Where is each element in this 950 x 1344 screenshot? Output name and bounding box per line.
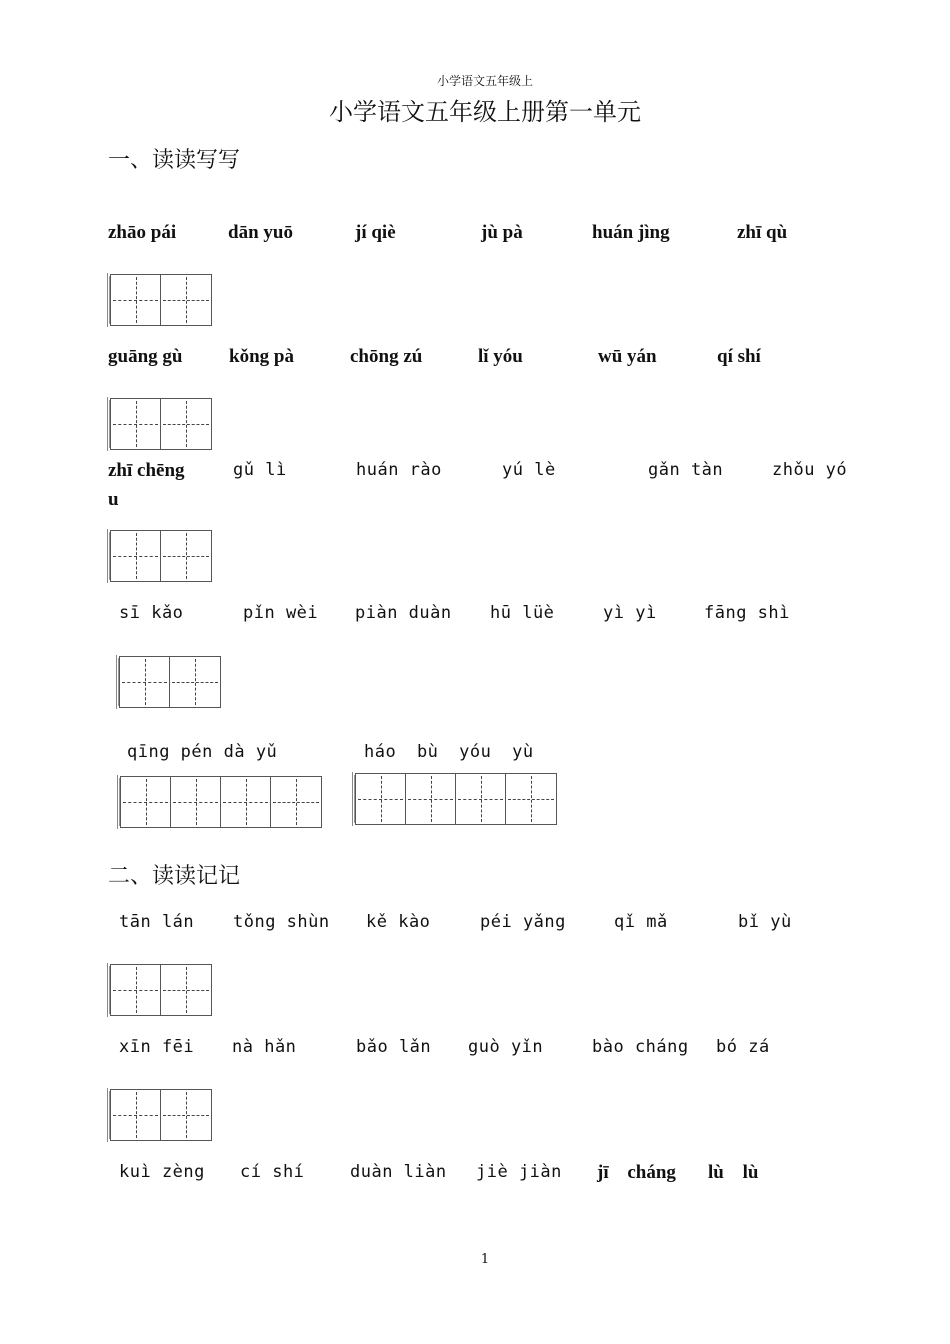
pinyin-word: qí shí — [717, 346, 761, 367]
pinyin-word: kǒng pà — [229, 346, 294, 367]
section-title-2: 二、读读记记 — [108, 864, 241, 889]
tianzige-cell[interactable] — [406, 774, 456, 824]
tianzige-cell[interactable] — [111, 1090, 161, 1140]
pinyin-word: zhī qù — [737, 222, 788, 243]
pinyin-word: péi yǎng — [480, 912, 566, 932]
pinyin-word: duàn liàn — [350, 1162, 447, 1182]
pinyin-wrap: u — [108, 489, 119, 510]
pinyin-word: sī kǎo — [119, 603, 184, 623]
tianzige-cell[interactable] — [171, 777, 221, 827]
pinyin-word: guāng gù — [108, 346, 183, 367]
tianzige-cell[interactable] — [271, 777, 321, 827]
pinyin-word: jí qiè — [355, 222, 396, 243]
writing-grid[interactable] — [120, 776, 322, 828]
pinyin-word: zhī chēng — [108, 460, 185, 481]
tianzige-cell[interactable] — [161, 531, 211, 581]
tianzige-cell[interactable] — [111, 965, 161, 1015]
pinyin-word: dān yuō — [228, 222, 293, 243]
pinyin-word: lǐ yóu — [478, 346, 523, 367]
tianzige-cell[interactable] — [170, 657, 220, 707]
section-title-1: 一、读读写写 — [108, 148, 241, 173]
tianzige-cell[interactable] — [121, 777, 171, 827]
pinyin-word: wū yán — [598, 346, 657, 367]
tianzige-cell[interactable] — [111, 531, 161, 581]
running-header: 小学语文五年级上 — [436, 74, 533, 88]
pinyin-word: bó zá — [716, 1037, 770, 1057]
pinyin-word: qīng pén dà yǔ — [127, 742, 278, 762]
pinyin-word: tǒng shùn — [233, 912, 330, 932]
writing-grid[interactable] — [355, 773, 557, 825]
pinyin-word: fāng shì — [704, 603, 790, 623]
tianzige-cell[interactable] — [111, 399, 161, 449]
tianzige-cell[interactable] — [161, 399, 211, 449]
pinyin-word: jù pà — [481, 222, 523, 243]
pinyin-word: bǎo lǎn — [356, 1037, 432, 1057]
pinyin-word: hū lüè — [490, 603, 555, 623]
pinyin-word: kě kào — [366, 912, 431, 932]
tianzige-cell[interactable] — [456, 774, 506, 824]
pinyin-word: chōng zú — [350, 346, 423, 367]
pinyin-word: qǐ mǎ — [614, 912, 668, 932]
pinyin-word: kuì zèng — [119, 1162, 205, 1182]
pinyin-word: gǔ lì — [233, 460, 287, 480]
pinyin-word: yú lè — [502, 460, 556, 480]
pinyin-word: zhǒu yó — [772, 460, 848, 480]
document-title: 小学语文五年级上册第一单元 — [329, 98, 641, 126]
pinyin-word: háo bù yóu yù — [364, 742, 534, 762]
writing-grid[interactable] — [110, 398, 212, 450]
pinyin-word: zhāo pái — [108, 222, 177, 243]
writing-grid[interactable] — [110, 964, 212, 1016]
tianzige-cell[interactable] — [161, 275, 211, 325]
pinyin-word: tān lán — [119, 912, 195, 932]
pinyin-word: jī cháng — [597, 1162, 676, 1183]
pinyin-word: huán jìng — [592, 222, 670, 243]
pinyin-word: gǎn tàn — [648, 460, 724, 480]
writing-grid[interactable] — [110, 530, 212, 582]
pinyin-word: nà hǎn — [232, 1037, 297, 1057]
pinyin-word: bǐ yù — [738, 912, 792, 932]
tianzige-cell[interactable] — [161, 1090, 211, 1140]
pinyin-word: pǐn wèi — [243, 603, 319, 623]
pinyin-word: huán rào — [356, 460, 442, 480]
pinyin-word: lù lù — [708, 1162, 759, 1183]
pinyin-word: piàn duàn — [355, 603, 452, 623]
tianzige-cell[interactable] — [506, 774, 556, 824]
pinyin-word: cí shí — [240, 1162, 305, 1182]
tianzige-cell[interactable] — [120, 657, 170, 707]
writing-grid[interactable] — [110, 1089, 212, 1141]
pinyin-word: jiè jiàn — [476, 1162, 562, 1182]
pinyin-word: bào cháng — [592, 1037, 689, 1057]
pinyin-word: guò yǐn — [468, 1037, 544, 1057]
tianzige-cell[interactable] — [161, 965, 211, 1015]
page-number: 1 — [480, 1252, 490, 1267]
tianzige-cell[interactable] — [111, 275, 161, 325]
writing-grid[interactable] — [110, 274, 212, 326]
writing-grid[interactable] — [119, 656, 221, 708]
tianzige-cell[interactable] — [221, 777, 271, 827]
pinyin-word: yì yì — [603, 603, 657, 623]
tianzige-cell[interactable] — [356, 774, 406, 824]
pinyin-word: xīn fēi — [119, 1037, 195, 1057]
